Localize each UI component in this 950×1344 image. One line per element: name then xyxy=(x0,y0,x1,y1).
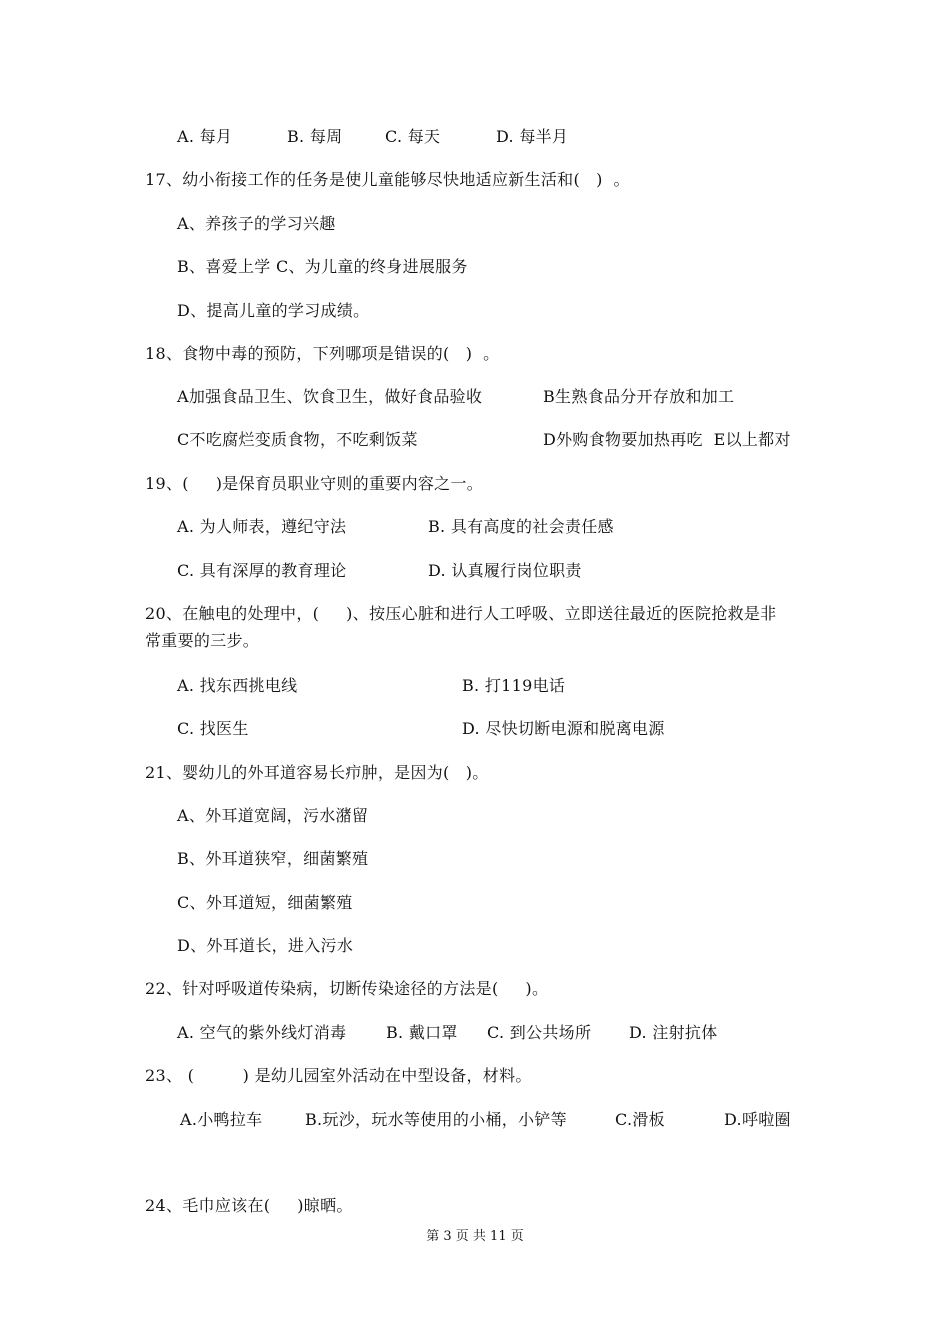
q19-option-d: D. 认真履行岗位职责 xyxy=(428,561,582,580)
q19-text: 19、( )是保育员职业守则的重要内容之一。 xyxy=(145,474,484,493)
q23-text: 23、 ( ) 是幼儿园室外活动在中型设备，材料。 xyxy=(145,1066,532,1085)
q23-option-b: B.玩沙，玩水等使用的小桶，小铲等 xyxy=(305,1110,567,1129)
q22-option-a: A. 空气的紫外线灯消毒 xyxy=(177,1023,347,1042)
q16-option-d: D. 每半月 xyxy=(496,127,569,146)
q20-option-c: C. 找医生 xyxy=(177,719,249,738)
q20-option-a: A. 找东西挑电线 xyxy=(177,676,298,695)
q24-text: 24、毛巾应该在( )晾晒。 xyxy=(145,1196,353,1215)
q18-option-a: A加强食品卫生、饮食卫生，做好食品验收 xyxy=(177,387,483,406)
q20-text-line2: 常重要的三步。 xyxy=(145,631,260,650)
q22-option-d: D. 注射抗体 xyxy=(629,1023,718,1042)
q16-option-b: B. 每周 xyxy=(287,127,343,146)
q22-text: 22、针对呼吸道传染病，切断传染途径的方法是( )。 xyxy=(145,979,549,998)
q23-option-d: D.呼啦圈 xyxy=(724,1110,791,1129)
q20-text-line1: 20、在触电的处理中，( )、按压心脏和进行人工呼吸、立即送往最近的医院抢救是非 xyxy=(145,604,777,623)
q18-option-de: D外购食物要加热再吃 E以上都对 xyxy=(543,430,791,449)
q23-option-a: A.小鸭拉车 xyxy=(180,1110,263,1129)
q17-option-a: A、养孩子的学习兴趣 xyxy=(177,214,336,233)
q19-option-c: C. 具有深厚的教育理论 xyxy=(177,561,347,580)
q18-text: 18、食物中毒的预防，下列哪项是错误的( ) 。 xyxy=(145,344,500,363)
q21-option-c: C、外耳道短，细菌繁殖 xyxy=(177,893,353,912)
q21-option-a: A、外耳道宽阔，污水潴留 xyxy=(177,806,369,825)
q16-option-c: C. 每天 xyxy=(385,127,441,146)
q17-option-bc: B、喜爱上学 C、为儿童的终身进展服务 xyxy=(177,257,468,276)
q22-option-b: B. 戴口罩 xyxy=(386,1023,458,1042)
q17-option-d: D、提高儿童的学习成绩。 xyxy=(177,301,370,320)
q21-option-b: B、外耳道狭窄，细菌繁殖 xyxy=(177,849,369,868)
q19-option-b: B. 具有高度的社会责任感 xyxy=(428,517,614,536)
q22-option-c: C. 到公共场所 xyxy=(487,1023,592,1042)
q16-option-a: A. 每月 xyxy=(177,127,233,146)
q17-text: 17、幼小衔接工作的任务是使儿童能够尽快地适应新生活和( ) 。 xyxy=(145,170,630,189)
page-footer: 第 3 页 共 11 页 xyxy=(426,1229,524,1244)
q18-option-c: C不吃腐烂变质食物，不吃剩饭菜 xyxy=(177,430,418,449)
q20-option-b: B. 打119电话 xyxy=(462,676,566,695)
q21-text: 21、婴幼儿的外耳道容易长疖肿，是因为( )。 xyxy=(145,763,489,782)
q19-option-a: A. 为人师表，遵纪守法 xyxy=(177,517,347,536)
q20-option-d: D. 尽快切断电源和脱离电源 xyxy=(462,719,665,738)
q18-option-b: B生熟食品分开存放和加工 xyxy=(543,387,735,406)
q23-option-c: C.滑板 xyxy=(615,1110,665,1129)
q21-option-d: D、外耳道长，进入污水 xyxy=(177,936,354,955)
